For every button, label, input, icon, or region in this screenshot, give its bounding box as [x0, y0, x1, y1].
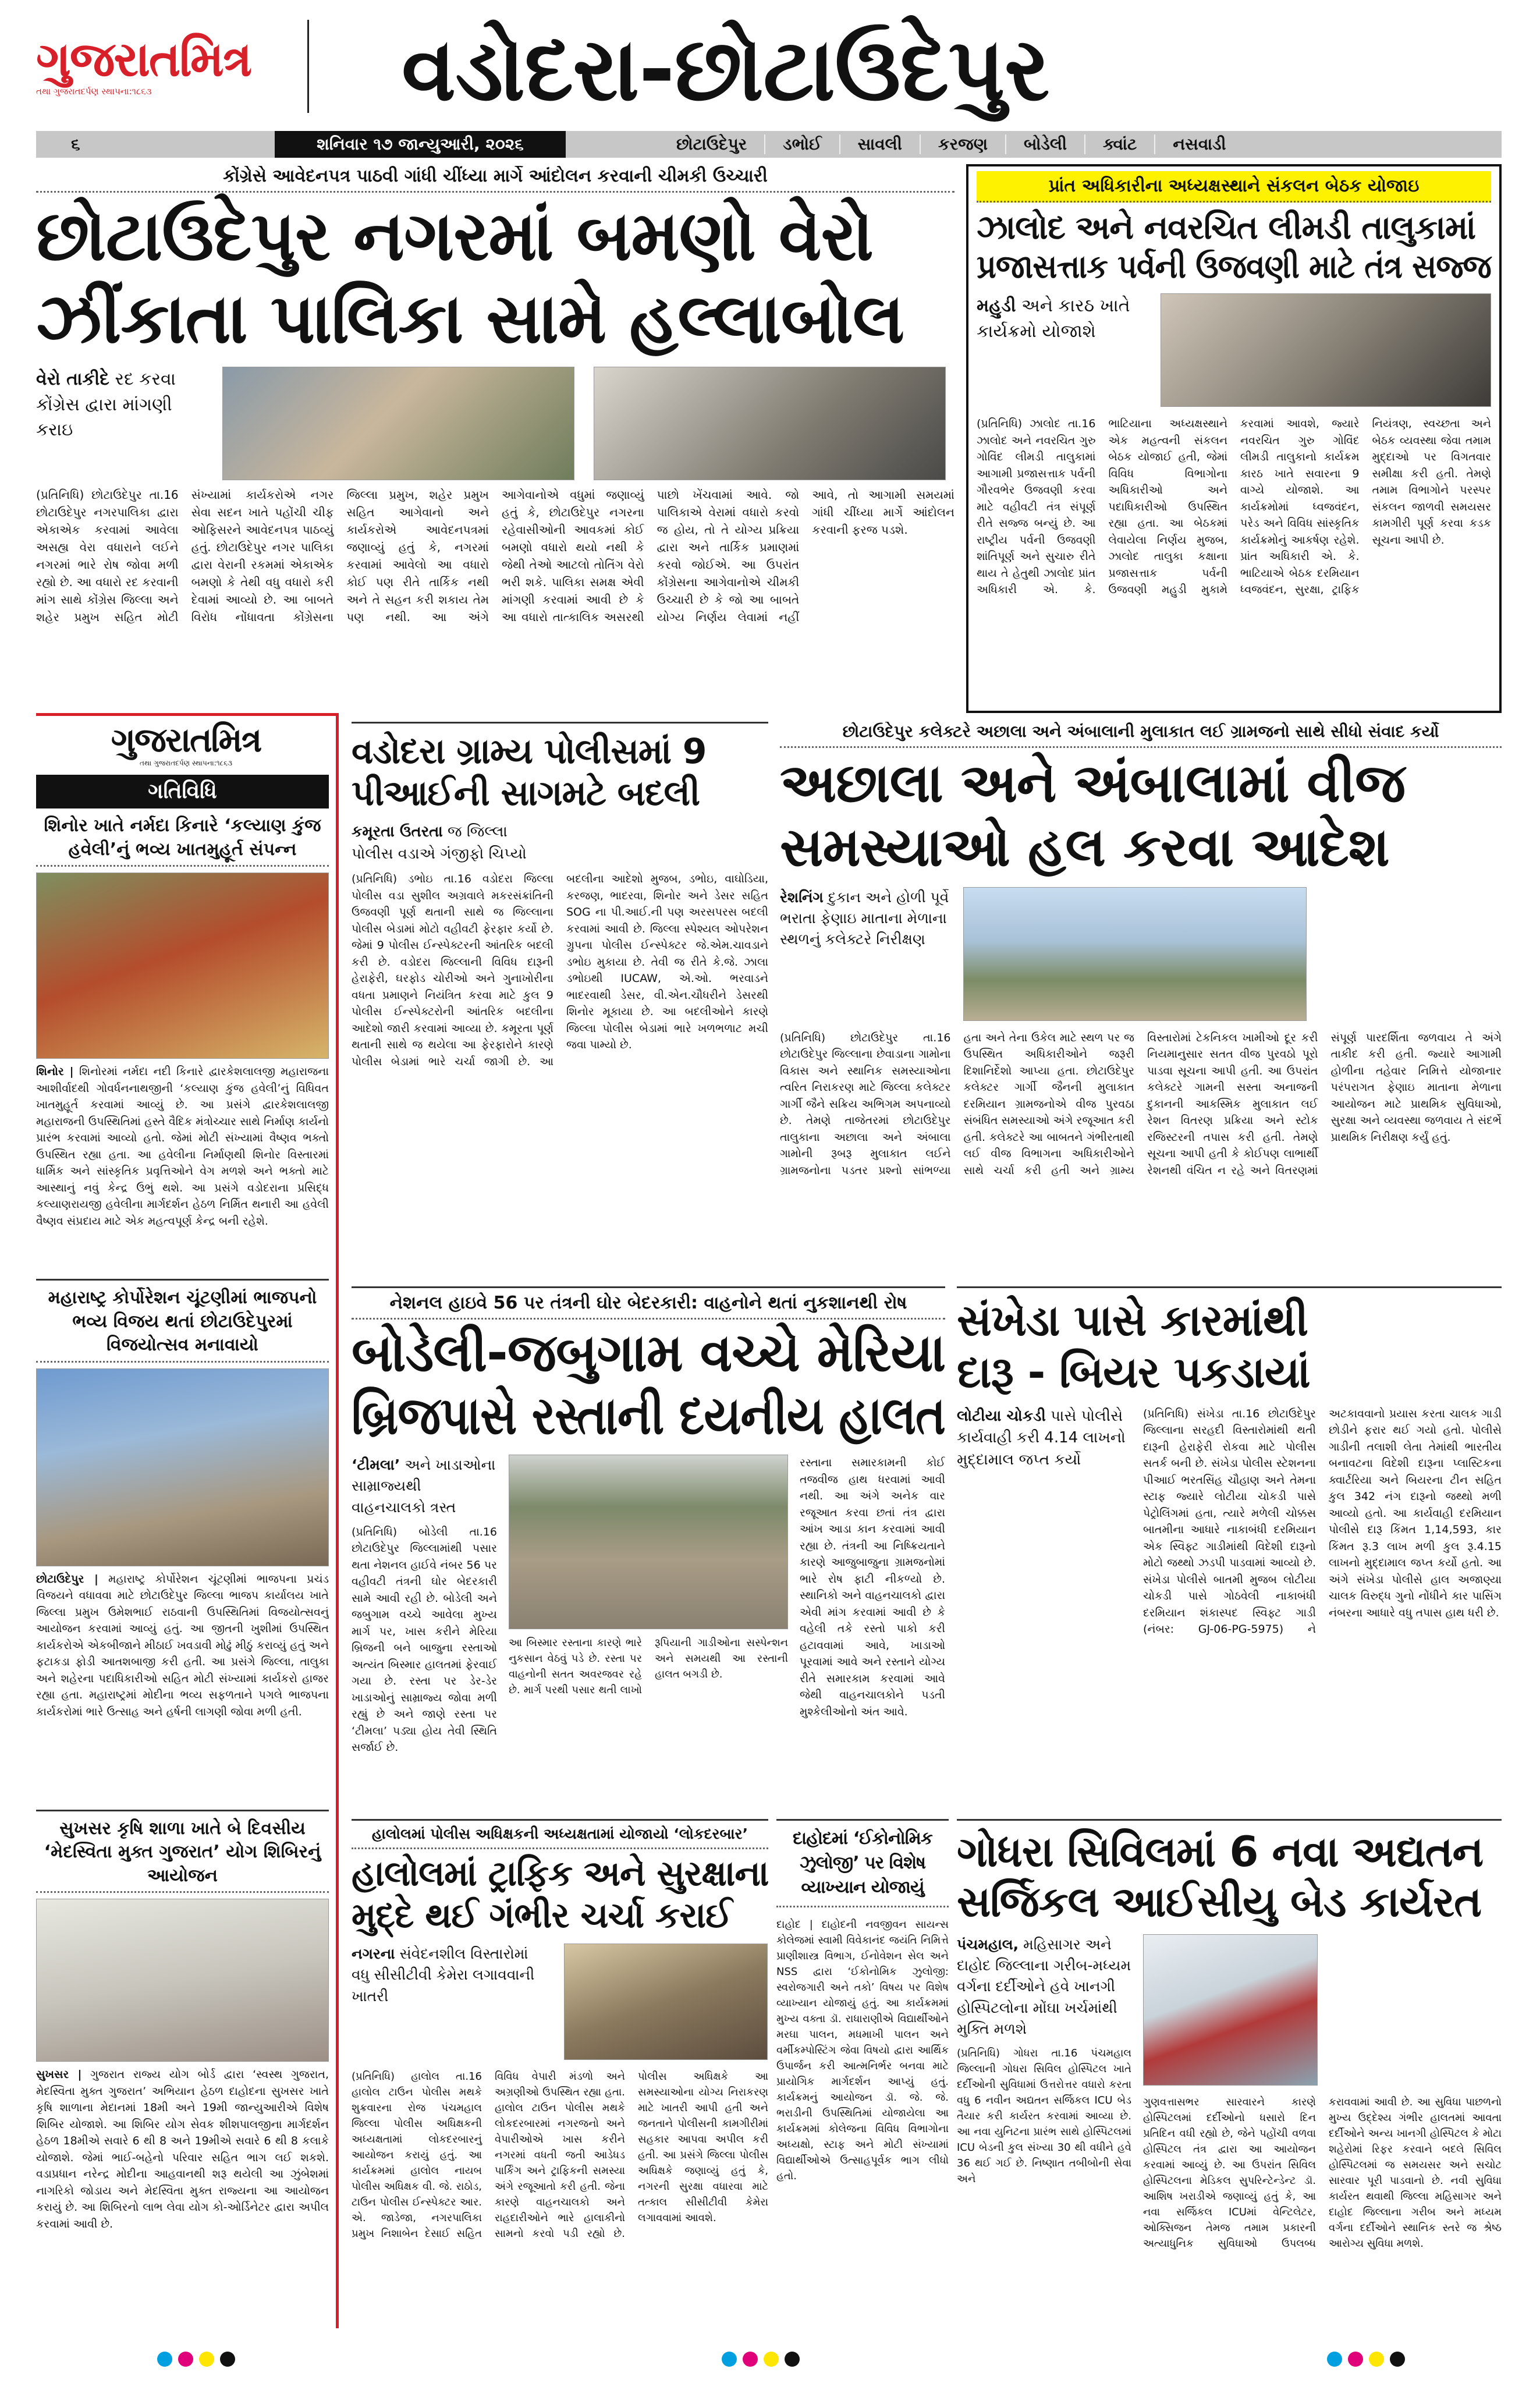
headline-line: સર્જિકલ આઈસીયુ બેડ કાર્યરત: [957, 1877, 1481, 1927]
article-halol-lokdarbar: [352, 1819, 768, 2328]
celebration-photo: [36, 1368, 329, 1566]
headline-line: પીઆઈની સાગમટે બદલી: [352, 773, 700, 814]
edition-title: વડોદરા-છોટાઉદેપુર: [402, 19, 1049, 120]
photo-caption: આ બિસ્માર રસ્તાના કારણે ભારે નુકસાન વેઠવું પડે છે. રસ્તા પર વાહનોની સતત અવરજવર રહે છે. માર્ગ પરથી પસાર થતી લાખો રૂપિયાની ગાડીઓના સસ્પેન્શન અને સમયથી આ રસ્તાની હાલત બગડી છે.: [509, 1637, 788, 1696]
article-body: રસ્તાના સમારકામની કોઈ તજવીજ હાથ ધરવામાં આવી નથી. આ અંગે અનેક વાર રજૂઆત કરવા છતાં તંત્ર દ્વારા આંખ આડા કાન કરવામાં આવી રહ્યા છે. તંત્રની આ નિષ્ક્રિયતાને કારણે આજુબાજુના ગ્રામજનોમાં ભારે રોષ ફાટી નીકળ્યો છે. સ્થાનિકો અને વાહનચાલકો દ્વારા એવી માંગ કરવામાં આવી છે કે વહેલી તકે રસ્તો પાકો કરી હટાવવામાં આવે, ખાડાઓ પૂરવામાં આવે અને રસ્તાને યોગ્ય રીતે સમારકામ કરવામાં આવે જેથી વાહનચાલકોને પડતી મુશ્કેલીઓનો અંત આવે.: [800, 1456, 945, 1718]
article-body: (પ્રતિનિધિ) હાલોલ તા.16 હાલોલ ટાઉન પોલીસ મથકે શુક્રવારના રોજ પંચમહાલ જિલ્લા પોલીસ અધિક્ષકની અધ્યક્ષતામાં લોકદરબારનું આયોજન કરાયું હતું. આ કાર્યક્રમમાં હાલોલ નાયબ પોલીસ અધિક્ષક વી. જે. રાઠોડ, ટાઉન પોલીસ ઈન્સ્પેક્ટર આર. એ. જાડેજા, નગરપાલિકા પ્રમુખ નિશાબેન દેસાઈ સહિત વિવિધ વેપારી મંડળો અને અગ્રણીઓ ઉપસ્થિત રહ્યા હતા. હાલોલ ટાઉન પોલીસ મથકે લોકદરબારમાં નગરજનો અને વેપારીઓએ ખાસ કરીને નગરમાં વધતી જતી આડેધડ પાર્કિંગ અને ટ્રાફિકની સમસ્યા અંગે રજૂઆતો કરી હતી. જેના કારણે વાહનચાલકો અને રાહદારીઓને ભારે હાલાકીનો સામનો કરવો પડી રહ્યો છે. પોલીસ અધિક્ષકે આ સમસ્યાઓના યોગ્ય નિરાકરણ માટે ખાતરી આપી હતી અને જનતાને પોલીસની કામગીરીમાં સહકાર આપવા અપીલ કરી હતી. આ પ્રસંગે જિલ્લા પોલીસ અધિક્ષકે જણાવ્યું હતું કે, નગરની સુરક્ષા વધારવા માટે તત્કાલ સીસીટીવી કેમેરા લગાવવામાં આવશે.: [352, 2070, 768, 2240]
section-link[interactable]: સાવલી: [840, 134, 921, 154]
damaged-road-photo: [509, 1455, 788, 1629]
article-body: (પ્રતિનિધિ) સંખેડા તા.16 છોટાઉદેપુર જિલ્લાના સરહદી વિસ્તારોમાંથી થતી દારૂની હેરાફેરી રોકવા માટે પોલીસ સતર્ક બની છે. સંખેડા પોલીસ સ્ટેશનના પીઆઈ ભરતસિંહ ચૌહાણ અને તેમના સ્ટાફ જ્યારે લોટીયા ચોકડી પાસે પેટ્રોલિંગમાં હતા, ત્યારે મળેલી ચોક્કસ બાતમીના આધારે નાકાબંધી દરમિયાન એક સ્વિફ્ટ ગાડીમાંથી વિદેશી દારૂનો મોટો જથ્થો ઝડપી પાડવામાં આવ્યો છે. સંખેડા પોલીસે બાતમી મુજબ લોટીયા ચોકડી પાસે ગોઠવેલી નાકાબંધી દરમિયાન શંકાસ્પદ સ્વિફ્ટ ગાડી (નંબર: GJ-06-PG-5975) ને અટકાવવાનો પ્રયાસ કરતા ચાલક ગાડી છોડીને ફરાર થઈ ગયો હતો. પોલીસે ગાડીની તલાશી લેતા તેમાંથી ભારતીય બનાવટના વિદેશી દારૂના પ્લાસ્ટિકના ક્વાર્ટરિયા અને બિયરના ટીન સહિત કુલ 342 નંગ દારૂનો જથ્થો મળી આવ્યો હતો. આ કાર્યવાહી દરમિયાન પોલીસે દારૂ કિંમત 1,14,593, કાર કિંમત રૂ.3 લાખ મળી કુલ રૂ.4.15 લાખનો મુદ્દામાલ જપ્ત કર્યો હતો. આ અંગે સંખેડા પોલીસે હાલ અજાણ્યા ચાલક વિરુદ્ધ ગુનો નોંધીને કાર પાસિંગ નંબરના આધારે વધુ તપાસ હાથ ધરી છે.: [1143, 1407, 1502, 1636]
magenta-mark: [1348, 2352, 1363, 2367]
headline-line: સમસ્યાઓ હલ કરવા આદેશ: [780, 816, 1389, 879]
headline-line: ગોધરા સિવિલમાં 6 નવા અદ્યતન: [957, 1827, 1484, 1876]
article-headline: [352, 1853, 768, 1937]
article-headline: દાહોદમાં ‘ઈકોનોમિક ઝુલોજી’ પર વિશેષ વ્યાખ્યાન યોજાયું: [776, 1827, 949, 1907]
yellow-mark: [764, 2352, 779, 2367]
sidebar-gatividhi: [36, 713, 339, 2328]
masthead-logo: [36, 32, 251, 97]
brief-dateline: સુખસર |: [36, 2068, 82, 2081]
sidebar-section-title: ગતિવિધિ: [36, 775, 329, 808]
article-kicker: નેશનલ હાઇવે 56 પર તંત્રની ઘોર બેદરકારી: વાહનોને થતાં નુકશાનથી રોષ: [352, 1293, 945, 1320]
masthead-divider: [307, 20, 309, 113]
sidebar-logo: ગુજરાતમિત્ર તથા ગુજરાતદર્પણ સ્થાપના:૧૮૬૩: [111, 720, 261, 767]
article-subhead: નગરના સંવેદનશીલ વિસ્તારોમાં વધુ સીસીટીવી કેમેરા લગાવવાની ખાતરી: [352, 1945, 535, 2005]
brief-body: મહારાષ્ટ્ર કોર્પોરેશન ચૂંટણીમાં ભાજપના પ્રચંડ વિજયને વધાવવા માટે છોટાઉદેપુર જિલ્લા ભાજપ કાર્યાલય ખાતે જિલ્લા પ્રમુખ ઉમેશભાઈ રાઠવાની ઉપસ્થિતિમાં વિજયોત્સવનું આયોજન કરવામાં આવ્યું હતું. આ જીતની ખુશીમાં ઉપસ્થિત કાર્યકરોએ એકબીજાને મીઠાઈ ખવડાવી મોઢું મીઠું કરાવ્યું હતું અને ફટાકડા ફોડી આતશબાજી કરી હતી. આ પ્રસંગે જિલ્લા, તાલુકા અને શહેરના પદાધિકારીઓ સહિત મોટી સંખ્યામાં કાર્યકરો હાજર રહ્યા હતા. મહારાષ્ટ્રમાં મોદીના ભવ્ય સફળતાને પગલે ભાજપના કાર્યકરોમાં ભારે ઉત્સાહ અને હર્ષની લાગણી જોવા મળી હતી.: [36, 1572, 329, 1718]
brief-body: શિનોરમાં નર્મદા નદી કિનારે દ્વારકેશલાલજી મહારાજના આશીર્વાદથી ગોવર્ધનનાથજીની ‘કલ્યાણ કુંજ હવેલી’નું વિધિવત ખાતમુહૂર્ત કરવામાં આવ્યું છે. આ પ્રસંગે દ્વારકેશલાલજી મહારાજની ઉપસ્થિતિમાં હસ્તે વૈદિક મંત્રોચ્ચાર સાથે નિર્માણ કાર્યનો પ્રારંભ કરવામાં આવ્યો હતો. જેમાં મોટી સંખ્યામાં વૈષ્ણવ ભક્તો ઉપસ્થિત રહ્યા હતા. આ હવેલીના નિર્માણથી શિનોર વિસ્તારમાં ધાર્મિક અને સાંસ્કૃતિક પ્રવૃત્તિઓને વેગ મળશે અને ભક્તો માટે આસ્થાનું નવું કેન્દ્ર ઉભું થશે. આ પ્રસંગે વડોદરાના પ્રસિદ્ધ કલ્યાણરાયજી હવેલીના માર્ગદર્શન હેઠળ નિર્મિત થનારી આ હવેલી વૈષ્ણવ સંપ્રદાય માટે એક મહત્વપૂર્ણ કેન્દ્ર બની રહેશે.: [36, 1065, 329, 1228]
article-subhead: મહુડી અને કારઠ ખાતે કાર્યક્રમો યોજાશે: [977, 296, 1130, 342]
section-link[interactable]: નસવાડી: [1173, 134, 1226, 154]
article-godhra-icu: [957, 1819, 1502, 2328]
cyan-mark: [1327, 2352, 1342, 2367]
article-police-transfer: [352, 722, 768, 1275]
article-kicker: છોટાઉદેપુર કલેક્ટરે અછાલા અને અંબાલાની મુલાકાત લઈ ગ્રામજનો સાથે સીધો સંવાદ કર્યો: [780, 722, 1502, 748]
black-mark: [785, 2352, 800, 2367]
meeting-photo: [1161, 293, 1491, 407]
brief-item: [36, 1817, 329, 2259]
article-kicker: કોંગ્રેસે આવેદનપત્ર પાઠવી ગાંધી ચીંધ્યા માર્ગે આંદોલન કરવાની ચીમકી ઉચ્ચારી: [36, 166, 954, 193]
article-dahod-lecture: [776, 1819, 949, 2328]
headline-line: બોડેલી-જબુગામ વચ્ચે મેરિયા: [352, 1322, 945, 1384]
brief-headline: શિનોર ખાતે નર્મદા કિનારે ‘કલ્યાણ કુંજ હવેલી’નું ભવ્ય ખાતમુહૂર્ત સંપન્ન: [36, 814, 329, 867]
article-kicker: પ્રાંત અધિકારીના અધ્યક્ષસ્થાને સંકલન બેઠક યોજાઇ: [977, 171, 1491, 203]
headline-line: હાલોલમાં ટ્રાફિક અને સુરક્ષાના: [352, 1853, 768, 1894]
article-subhead: લોટીયા ચોકડી પાસે પોલીસે કાર્યવાહી કરી 4.14 લાખનો મુદ્દામાલ જપ્ત કર્યો: [957, 1407, 1126, 1469]
meeting-photo: [594, 367, 946, 480]
headline-line: અછાલા અને અંબાલામાં વીજ: [780, 752, 1406, 814]
brief-headline: મહારાષ્ટ્ર કોર્પોરેશન ચૂંટણીમાં ભાજપનો ભવ્ય વિજય થતાં છોટાઉદેપુરમાં વિજયોત્સવ મનાવાયો: [36, 1286, 329, 1363]
black-mark: [1390, 2352, 1405, 2367]
brief-dateline: શિનોર |: [36, 1065, 74, 1078]
article-subhead: વેરો તાકીદે રદ કરવા કોંગ્રેસ દ્વારા માંગણી કરાઇ: [36, 369, 176, 441]
article-headline: [780, 751, 1502, 880]
brief-dateline: છોટાઉદેપુર |: [36, 1572, 98, 1586]
lokdarbar-photo: [564, 1944, 768, 2060]
brief-item: [36, 814, 329, 1273]
article-subhead: રેશનિંગ દુકાન અને હોળી પૂર્વે ભરાતા ફેણાઇ માતાના મેળાના સ્થળનું કલેક્ટરે નિરીક્ષણ: [780, 888, 949, 948]
article-headline: [957, 1827, 1502, 1927]
haveli-photo: [36, 873, 329, 1059]
section-link[interactable]: ડભોઈ: [765, 134, 840, 154]
article-republic-day: [966, 164, 1502, 713]
section-link[interactable]: છોટાઉદેપુર: [659, 134, 765, 154]
article-headline: [957, 1295, 1502, 1399]
yoga-camp-photo: [36, 1899, 329, 2062]
color-registration-marks: [1327, 2352, 1411, 2369]
headline-line: બ્રિજપાસે રસ્તાની દયનીય હાલત: [352, 1385, 945, 1446]
article-bodeli-road: [352, 1286, 945, 1810]
article-headline: [352, 1322, 945, 1448]
magenta-mark: [743, 2352, 758, 2367]
article-body: (પ્રતિનિધિ) ગોધરા તા.16 પંચમહાલ જિલ્લાની ગોધરા સિવિલ હોસ્પિટલ ખાતે દર્દીઓની સુવિધામાં ઉત્તરોત્તર વધારો કરતા વધુ 6 નવીન અદ્યતન સર્જિકલ ICU બેડ તૈયાર કરી કાર્યરત કરવામાં આવ્યા છે. આ નવા યુનિટના પ્રારંભ સાથે હોસ્પિટલમાં ICU બેડની કુલ સંખ્યા 30 થી વધીને હવે 36 થઈ ગઈ છે. નિષ્ણાત તબીબોની સેવા અને: [957, 2047, 1131, 2186]
article-subhead: કમૂરતા ઉતરતા જ જિલ્લા પોલીસ વડાએ ગંજીફો ચિપ્યો: [352, 823, 527, 863]
logo-text: ગુજરાતમિત્ર: [36, 32, 251, 87]
article-body: (પ્રતિનિધિ) ઝાલોદ તા.16 ઝાલોદ અને નવરચિત ગુરુ ગોવિંદ લીમડી તાલુકામાં આગામી પ્રજાસત્તાક પર્વની ગૌરવભેર ઉજવણી કરવા માટે વહીવટી તંત્ર સંપૂર્ણ રીતે સજ્જ બન્યું છે. આ રાષ્ટ્રીય પર્વની ઉજવણી શાંતિપૂર્ણ અને સુચારુ રીતે થાય તે હેતુથી ઝાલોદ પ્રાંત અધિકારી એ. કે. ભાટિયાના અધ્યક્ષસ્થાને એક મહત્વની સંકલન બેઠક યોજાઈ હતી, જેમાં વિવિધ વિભાગોના અધિકારીઓ અને પદાધિકારીઓ ઉપસ્થિત રહ્યા હતા. આ બેઠકમાં લેવાયેલા નિર્ણય મુજબ, ઝાલોદ તાલુકા કક્ષાના પ્રજાસત્તાક પર્વની ઉજવણી મહુડી મુકામે કરવામાં આવશે, જ્યારે નવરચિત ગુરુ ગોવિંદ લીમડી તાલુકાનો કાર્યક્રમ કારઠ ખાતે સવારના 9 વાગ્યે યોજાશે. આ કાર્યક્રમોમાં ધ્વજવંદન, પરેડ અને વિવિધ સાંસ્કૃતિક કાર્યક્રમોનું આકર્ષણ રહેશે. પ્રાંત અધિકારી એ. કે. ભાટિયાએ બેઠક દરમિયાન ધ્વજવંદન, સુરક્ષા, ટ્રાફિક નિયંત્રણ, સ્વચ્છતા અને બેઠક વ્યવસ્થા જેવા તમામ મુદ્દાઓ પર વિગતવાર સમીક્ષા કરી હતી. તેમણે તમામ વિભાગોને પરસ્પર સંકલન જાળવી સમયસર કામગીરી પૂર્ણ કરવા કડક સૂચના આપી છે.: [977, 417, 1491, 597]
edition-title-wrap: [402, 17, 1391, 128]
article-tax-protest: [36, 166, 954, 710]
magenta-mark: [178, 2352, 193, 2367]
article-body: (પ્રતિનિધિ) છોટાઉદેપુર તા.16 છોટાઉદેપુર નગરપાલિકા દ્વારા એકાએક કરવામાં આવેલા અસહ્ય વેરા વધારાને લઈને નગરમાં ભારે રોષ જોવા મળી રહ્યો છે. આ વધારો રદ કરવાની માંગ સાથે કોંગ્રેસ જિલ્લા અને શહેર પ્રમુખ સહિત મોટી સંખ્યામાં કાર્યકરોએ નગર સેવા સદન ખાતે પહોંચી ચીફ ઓફિસરને આવેદનપત્ર પાઠવ્યું હતું. છોટાઉદેપુર નગર પાલિકા દ્વારા વેરાની રકમમાં એકાએક બમણો કે તેથી વધુ વધારો કરી દેવામાં આવ્યો છે. આ બાબતે વિરોધ નોંધાવતા કોંગ્રેસના જિલ્લા પ્રમુખ, શહેર પ્રમુખ સહિત આગેવાનો અને કાર્યકરોએ આવેદનપત્રમાં જણાવ્યું હતું કે, નગરમાં કરવામાં આવેલો આ વધારો કોઈ પણ રીતે તાર્કિક નથી અને તે સહન કરી શકાય તેમ પણ નથી. આ અંગે આગેવાનોએ વધુમાં જણાવ્યું હતું કે, છોટાઉદેપુર નગરના રહેવાસીઓની આવકમાં કોઈ બમણો વધારો થયો નથી કે જેથી તેઓ આટલો તોતિંગ વેરો ભરી શકે. પાલિકા સમક્ષ એવી માંગણી કરવામાં આવી છે કે આ વધારો તાત્કાલિક અસરથી પાછો ખેંચવામાં આવે. જો પાલિકાએ વેરામાં વધારો કરવો જ હોય, તો તે યોગ્ય પ્રક્રિયા દ્વારા અને તાર્કિક પ્રમાણમાં કરવો જોઈએ. આ ઉપરાંત કોંગ્રેસના આગેવાનોએ ચીમકી ઉચ્ચારી છે કે જો આ બાબતે યોગ્ય નિર્ણય લેવામાં નહીં આવે, તો આગામી સમયમાં ગાંધી ચીંધ્યા માર્ગે આંદોલન કરવાની ફરજ પડશે.: [36, 488, 954, 625]
section-link[interactable]: ક્વાંટ: [1085, 134, 1155, 154]
page-nav-bar: [36, 131, 1502, 158]
article-collector-visit: [780, 722, 1502, 1275]
headline-line: ઝાલોદ અને નવરચિત લીમડી તાલુકામાં: [977, 209, 1476, 247]
icu-photo: [1143, 1934, 1318, 2086]
color-registration-marks: [157, 2352, 241, 2369]
article-subhead: ‘ટીમલા’ અને ખાડાઓના સામ્રાજ્યથી વાહનચાલકો ત્રસ્ત: [352, 1456, 496, 1516]
article-body: ગુણવત્તાસભર સારવારને કારણે હોસ્પિટલમાં દર્દીઓનો ધસારો દિન પ્રતિદિન વધી રહ્યો છે, જેને પહોંચી વળવા હોસ્પિટલ તંત્ર દ્વારા આ આયોજન કરવામાં આવ્યું છે. આ ઉપરાંત સિવિલ હોસ્પિટલના મેડિકલ સુપરિન્ટેન્ડેન્ટ ડૉ. આશિષ ખરાડીએ જણાવ્યું હતું કે, આ નવા સર્જિકલ ICUમાં વેન્ટિલેટર, ઓક્સિજન તેમજ તમામ પ્રકારની અત્યાધુનિક સુવિધાઓ ઉપલબ્ધ કરાવવામાં આવી છે. આ સુવિધા પાછળનો મુખ્ય ઉદ્દેશ્ય ગંભીર હાલતમાં આવતા દર્દીઓને અન્ય ખાનગી હોસ્પિટલ કે મોટા શહેરોમાં રિફર કરવાને બદલે સિવિલ હોસ્પિટલમાં જ સમયસર અને સચોટ સારવાર પૂરી પાડવાનો છે. નવી સુવિધા કાર્યરત થવાથી જિલ્લા મહિસાગર અને દાહોદ જિલ્લાના ગરીબ અને મધ્યમ વર્ગના દર્દીઓને સ્થાનિક સ્તરે જ શ્રેષ્ઠ આરોગ્ય સુવિધા મળશે.: [1143, 2095, 1502, 2250]
brief-body: ગુજરાત રાજ્ય યોગ બોર્ડ દ્વારા ‘સ્વસ્થ ગુજરાત, મેદસ્વિતા મુક્ત ગુજરાત’ અભિયાન હેઠળ દાહોદના સુખસર ખાતે કૃષિ શાળાના મેદાનમાં 18મી અને 19મી જાન્યુઆરીએ વિશેષ શિબિર યોજાશે. આ શિબિર યોગ સેવક શીશપાલજીના માર્ગદર્શન હેઠળ 18મીએ સવારે 6 થી 8 અને 19મીએ સવારે 6 થી 8 કલાકે યોજાશે. જેમાં ભાઈ-બહેનો પરિવાર સહિત ભાગ લઈ શકશે. વડાપ્રધાન નરેન્દ્ર મોદીના આહવાનથી શરૂ થયેલી આ ઝુંબેશમાં નાગરિકો જોડાય અને મેદસ્વિતા મુક્ત રાજ્યના આ આયોજન કરાયું છે. આ શિબિરનો લાભ લેવા યોગ કો-ઓર્ડિનેટર દ્વારા અપીલ કરવામાં આવી છે.: [36, 2068, 329, 2230]
headline-line: ઝીંકાતા પાલિકા સામે હલ્લાબોલ: [36, 278, 904, 359]
headline-line: છોટાઉદેપુર નગરમાં બમણો વેરો: [36, 196, 874, 276]
issue-date: શનિવાર ૧૭ જાન્યુઆરી, ૨૦૨૬: [275, 131, 566, 158]
section-link[interactable]: કરજણ: [921, 134, 1006, 154]
section-links: [659, 134, 1244, 154]
page-number: ૬: [71, 134, 80, 154]
article-subhead: પંચમહાલ, મહિસાગર અને દાહોદ જિલ્લાના ગરીબ-મધ્યમ વર્ગના દર્દીઓને હવે ખાનગી હોસ્પિટલોના મોંઘા ખર્ચમાંથી મુક્તિ મળશે: [957, 1935, 1131, 2037]
village-visit-photo: [963, 887, 1307, 1021]
brief-item: [36, 1286, 329, 1804]
article-body: (પ્રતિનિધિ) ડભોઇ તા.16 વડોદરા જિલ્લા પોલીસ વડા સુશીલ અગ્રવાલે મકરસંક્રાંતિની ઉજવણી પૂર્ણ થતાની સાથે જ જિલ્લાના પોલીસ બેડામાં મોટો વહીવટી ફેરફાર કર્યો છે. જેમાં 9 પોલીસ ઈન્સ્પેક્ટરની આંતરિક બદલી કરી છે. વડોદરા જિલ્લાની વિવિધ દારૂની હેરાફેરી, ઘરફોડ ચોરીઓ અને ગુનાખોરીના વધતા પ્રમાણને નિયંત્રિત કરવા માટે કુલ 9 પોલીસ ઈન્સ્પેક્ટરોની આંતરિક બદલીના આદેશો જારી કરવામાં આવ્યા છે. કમૂરતા પૂર્ણ થતાની સાથે જ થયેલા આ ફેરફારોને કારણે પોલીસ બેડામાં ભારે ચર્ચા જાગી છે. આ બદલીના આદેશો મુજબ, ડભોઇ, વાઘોડિયા, કરજણ, ભાદરવા, શિનોર અને ડેસર સહિત SOG ના પી.આઈ.ની પણ અરસપરસ બદલી કરવામાં આવી છે. જિલ્લા સ્પેશ્યલ ઓપરેશન ગ્રુપના પોલીસ ઈન્સ્પેક્ટર જે.એમ.ચાવડાને ડભોઇ મુકાયા છે. તેવી જ રીતે કે.જે. ઝાલા ડભોઇથી IUCAW, એ.ઓ. ભરવાડને ભાદરવાથી ડેસર, વી.એન.ચૌધરીને ડેસરથી શિનોર મૂકાયા છે. આ બદલીઓને કારણે જિલ્લા પોલીસ બેડામાં ભારે ખળભળાટ મચી જવા પામ્યો છે.: [352, 873, 768, 1068]
logo-tagline: તથા ગુજરાતદર્પણ સ્થાપના:૧૮૬૩: [36, 86, 152, 97]
black-mark: [220, 2352, 235, 2367]
cyan-mark: [722, 2352, 737, 2367]
headline-line: દારૂ - બિયર પકડાયાં: [957, 1347, 1310, 1398]
article-body: દાહોદ | દાહોદની નવજીવન સાયન્સ કોલેજમાં સ્વામી વિવેકાનંદ જયંતિ નિમિત્તે પ્રાણીશાસ્ત્ર વિભાગ, ઈનોવેશન સેલ અને NSS દ્વારા ‘ઈકોનોમિક ઝુલોજી: સ્વરોજગારી અને તકો’ વિષય પર વિશેષ વ્યાખ્યાન યોજાયું હતું. આ કાર્યક્રમમાં મુખ્ય વક્તા ડૉ. રાધારાણીએ વિદ્યાર્થીઓને મરઘા પાલન, મધમાખી પાલન અને વર્મીકમ્પોસ્ટિંગ જેવા વિષયો દ્વારા આર્થિક ઉપાર્જન કરી આત્મનિર્ભર બનવા માટે પ્રાયોગિક માર્ગદર્શન આપ્યું હતું. કાર્યક્રમનું આયોજન ડૉ. જે. જે. ભરાડીની ઉપસ્થિતિમાં યોજાયેલા આ કાર્યક્રમમાં કોલેજના વિવિધ વિભાગોના અધ્યક્ષો, સ્ટાફ અને મોટી સંખ્યામાં વિદ્યાર્થીઓએ ઉત્સાહપૂર્વક ભાગ લીધો હતો.: [776, 1919, 949, 2182]
yellow-mark: [1369, 2352, 1384, 2367]
headline-line: સંખેડા પાસે કારમાંથી: [957, 1296, 1308, 1346]
headline-line: વડોદરા ગ્રામ્ય પોલીસમાં 9: [352, 731, 707, 772]
article-body: (પ્રતિનિધિ) બોડેલી તા.16 છોટાઉદેપુર જિલ્લામાંથી પસાર થતા નેશનલ હાઈવે નંબર 56 પર વહીવટી તંત્રની ઘોર બેદરકારી સામે આવી રહી છે. બોડેલી અને જબુગામ વચ્ચે આવેલા મુખ્ય માર્ગ પર, ખાસ કરીને મેરિયા બ્રિજની બને બાજુના રસ્તાઓ અત્યંત બિસ્માર હાલતમાં ફેરવાઈ ગયા છે. રસ્તા પર ડેર-ડેર ખાડાઓનું સામ્રાજ્ય જોવા મળી રહ્યું છે અને જાણે રસ્તા પર ‘ટીમલા’ પડ્યા હોય તેવી સ્થિતિ સર્જાઈ છે.: [352, 1525, 497, 1754]
cyan-mark: [157, 2352, 172, 2367]
article-headline: [977, 208, 1491, 286]
article-kicker: હાલોલમાં પોલીસ અધિક્ષકની અધ્યક્ષતામાં યોજાયો ‘લોકદરબાર’: [352, 1825, 768, 1849]
yellow-mark: [199, 2352, 214, 2367]
article-headline: [352, 730, 768, 814]
headline-line: પ્રજાસત્તાક પર્વની ઉજવણી માટે તંત્ર સજ્જ: [977, 248, 1491, 286]
color-registration-marks: [722, 2352, 806, 2369]
headline-line: મુદ્દે થઈ ગંભીર ચર્ચા કરાઈ: [352, 1895, 732, 1936]
protest-photo: [222, 367, 574, 480]
brief-headline: સુખસર કૃષિ શાળા ખાતે બે દિવસીય ‘મેદસ્વિતા મુક્ત ગુજરાત’ યોગ શિબિરનું આયોજન: [36, 1817, 329, 1893]
article-sankheda-liquor: [957, 1286, 1502, 1810]
section-link[interactable]: બોડેલી: [1006, 134, 1085, 154]
article-body: (પ્રતિનિધિ) છોટાઉદેપુર તા.16 છોટાઉદેપુર જિલ્લાના છેવાડાના ગામોના વિકાસ અને સ્થાનિક સમસ્યાઓના ત્વરિત નિરાકરણ માટે જિલ્લા કલેક્ટર ગાર્ગી જૈને સક્રિય અભિગમ અપનાવ્યો છે. તેમણે તાજેતરમાં છોટાઉદેપુર તાલુકાના અછાલા અને અંબાલા ગામોની રૂબરૂ મુલાકાત લઈને ગ્રામજનોના પડતર પ્રશ્નો સાંભળ્યા હતા અને તેના ઉકેલ માટે સ્થળ પર જ ઉપસ્થિત અધિકારીઓને જરૂરી દિશાનિર્દેશો આપ્યા હતા. છોટાઉદેપુર કલેક્ટર ગાર્ગી જૈનની મુલાકાત દરમિયાન ગ્રામજનોએ વીજ પુરવઠા સંબંધિત સમસ્યાઓ અંગે રજૂઆત કરી હતી. કલેક્ટરે આ બાબતને ગંભીરતાથી લઈ વીજ વિભાગના અધિકારીઓને સાથે ચર્ચા કરી હતી અને ગ્રામ્ય વિસ્તારોમાં ટેકનિકલ ખામીઓ દૂર કરી નિયમાનુસાર સતત વીજ પુરવઠો પૂરો પાડવા સૂચના આપી હતી. આ ઉપરાંત કલેક્ટરે ગામની સસ્તા અનાજની દુકાનની આકસ્મિક મુલાકાત લઈ રેશન વિતરણ પ્રક્રિયા અને સ્ટોક રજિસ્ટરની તપાસ કરી હતી. તેમણે સૂચના આપી હતી કે કોઈપણ લાભાર્થી રેશનથી વંચિત ન રહે અને વિતરણમાં સંપૂર્ણ પારદર્શિતા જળવાય તે અંગે તાકીદ કરી હતી. જ્યારે આગામી હોળીના તહેવાર નિમિત્તે યોજાનાર પરંપરાગત ફેણાઇ માતાના મેળાના આયોજન માટે પ્રાથમિક સુવિધાઓ, સુરક્ષા અને વ્યવસ્થા જળવાય તે સંદર્ભે પ્રાથમિક નિરીક્ષણ કર્યું હતું.: [780, 1031, 1502, 1177]
article-headline: [36, 195, 954, 360]
